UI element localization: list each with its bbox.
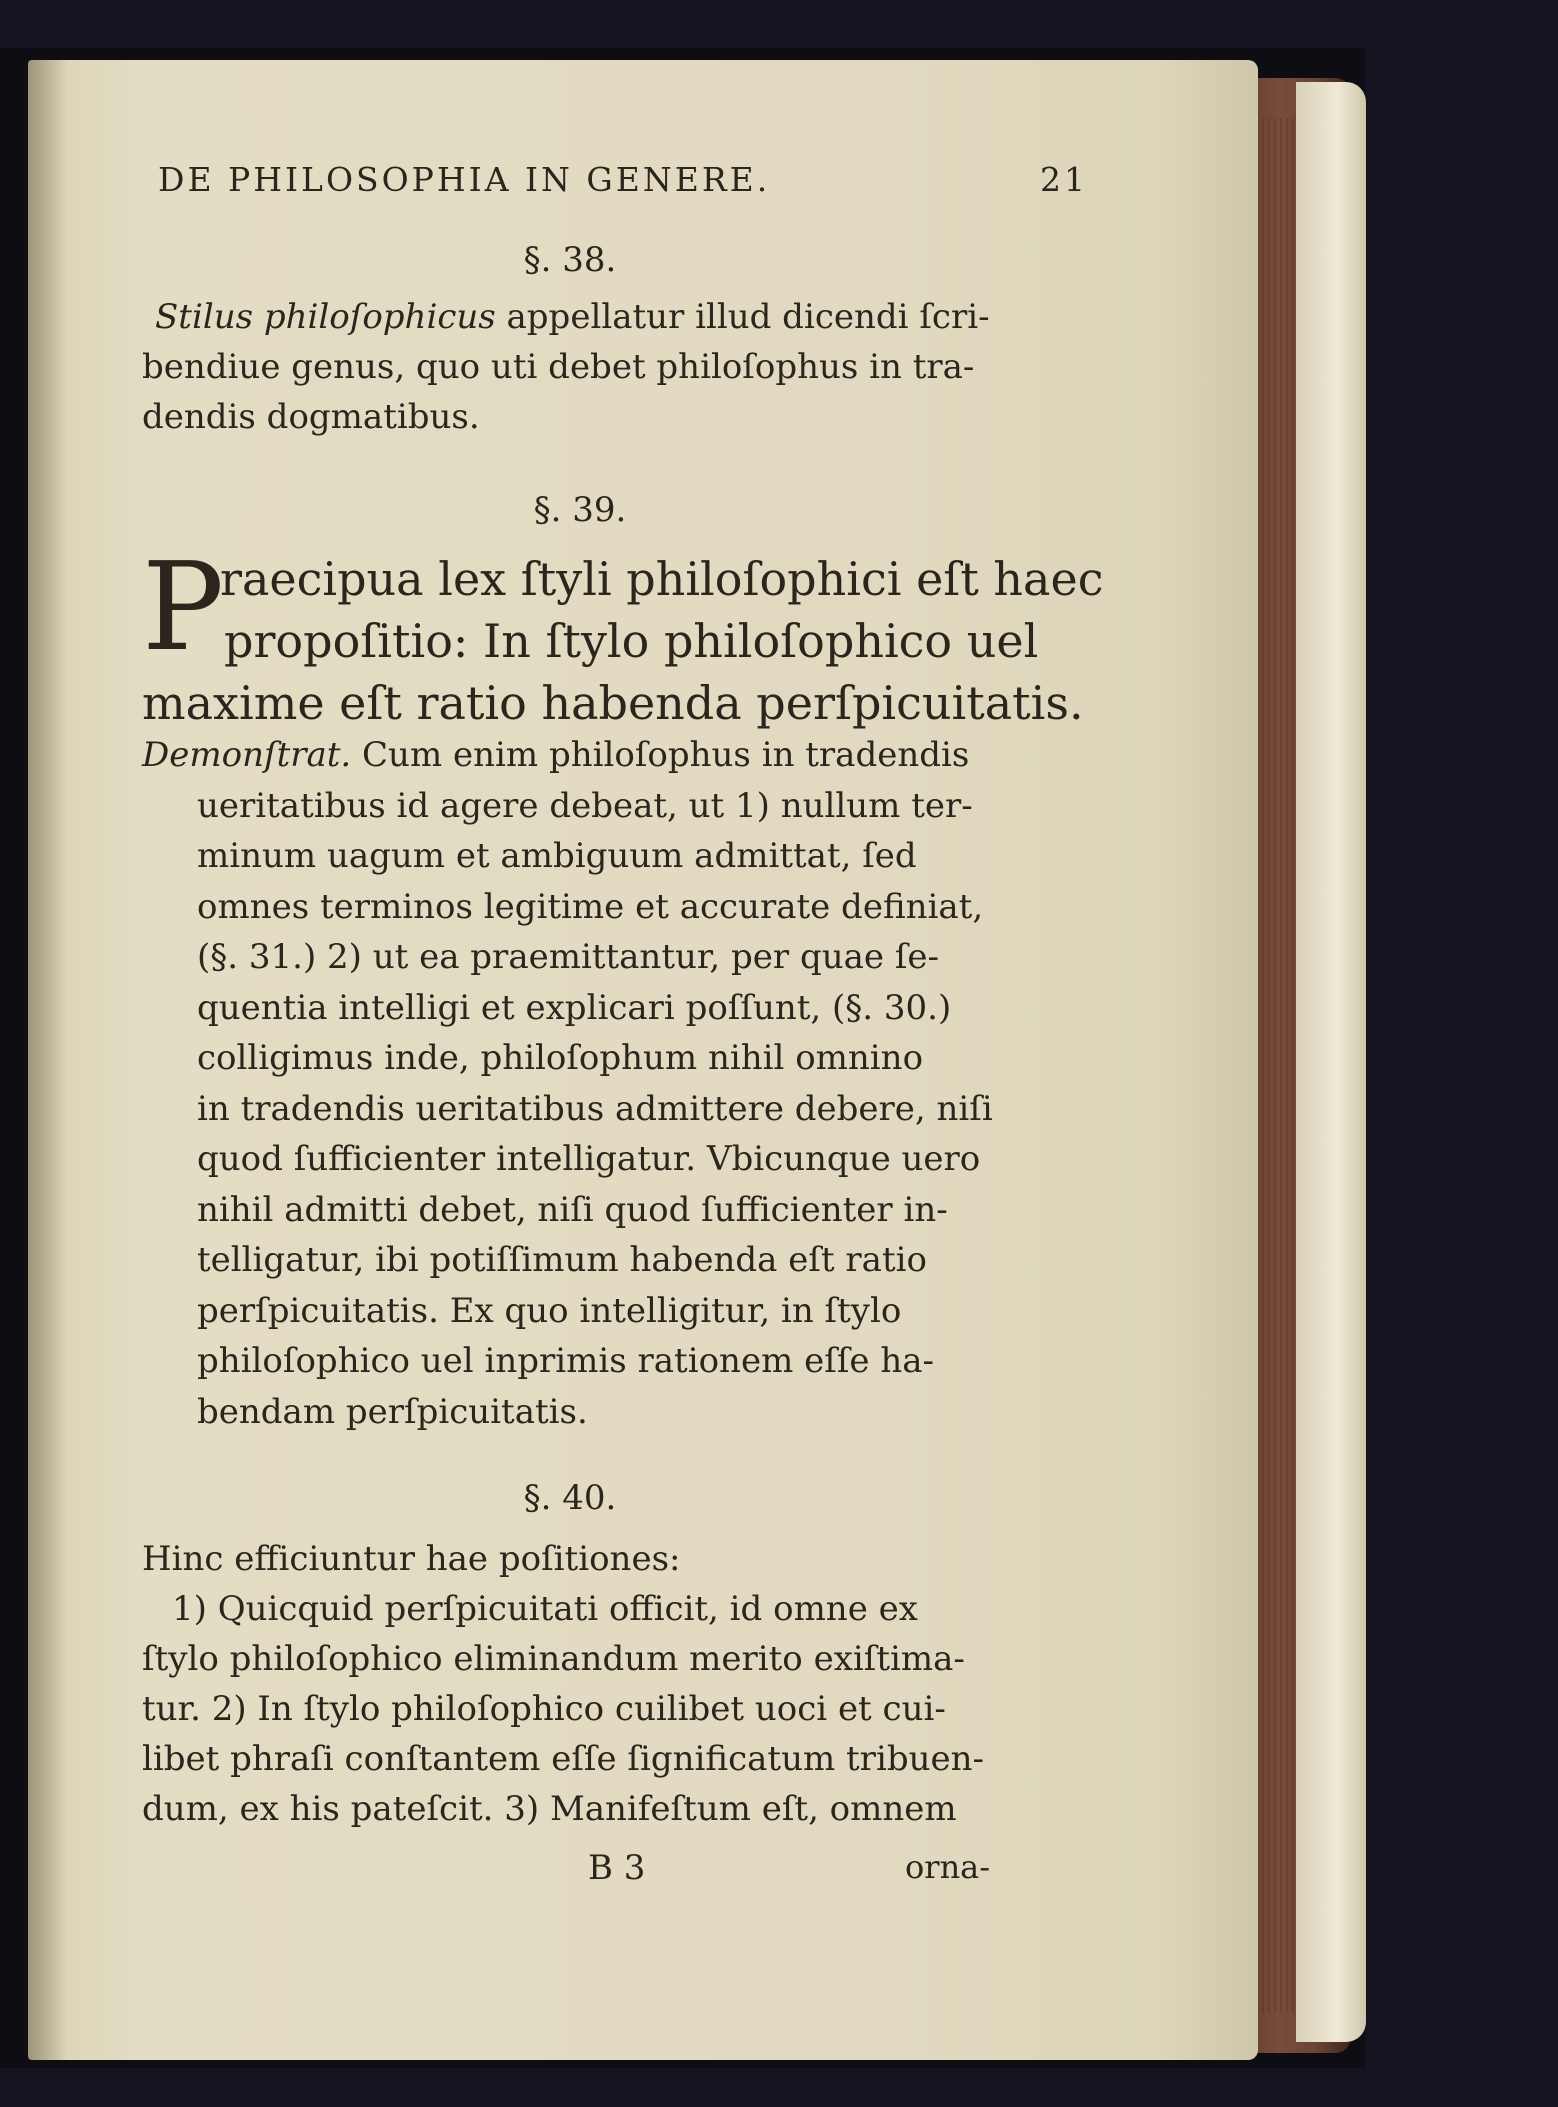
section-40-line: 1) Quicquid perſpicuitati officit, id omne ex bbox=[172, 1589, 918, 1629]
section-38-line: appellatur illud dicendi ſcri- bbox=[495, 297, 990, 337]
demonstration-line: Cum enim philoſophus in tradendis bbox=[351, 735, 970, 775]
section-40-line: Hinc efficiuntur hae poſitiones: bbox=[142, 1539, 681, 1579]
section-38-paragraph bbox=[142, 292, 990, 442]
demonstration-line: in tradendis ueritatibus admittere debere, niſi bbox=[197, 1088, 993, 1129]
demonstration-line: perſpicuitatis. Ex quo intelligitur, in ſtylo bbox=[197, 1290, 902, 1331]
demonstration-line: telligatur, ibi potiſſimum habenda eſt ratio bbox=[197, 1240, 927, 1280]
section-38-mark: §. 38. bbox=[523, 240, 617, 280]
demonstration-line: ueritatibus id agere debeat, ut 1) nullum ter- bbox=[197, 785, 973, 826]
demonstration-paragraph bbox=[142, 730, 993, 1437]
demonstration-label: Demonſtrat. bbox=[142, 735, 352, 775]
section-39-line: raecipua lex ſtyli philoſophici eſt haec bbox=[220, 552, 1104, 606]
running-header bbox=[158, 160, 1088, 199]
section-40-mark: §. 40. bbox=[523, 1478, 617, 1518]
demonstration-line: omnes terminos legitime et accurate definiat, bbox=[197, 886, 984, 927]
section-39-line: propoſitio: In ſtylo philoſophico uel bbox=[224, 614, 1039, 668]
signature-mark: B 3 bbox=[588, 1848, 646, 1888]
demonstration-line: quentia intelligi et explicari poſſunt, (§. 30.) bbox=[197, 987, 952, 1028]
section-40-line: ſtylo philoſophico eliminandum merito exiſtima- bbox=[142, 1639, 965, 1679]
running-title: DE PHILOSOPHIA IN GENERE. bbox=[158, 160, 771, 199]
section-38-line: dendis dogmatibus. bbox=[142, 397, 480, 437]
section-38-line: bendiue genus, quo uti debet philoſophus in tra- bbox=[142, 347, 975, 387]
drop-cap: P bbox=[142, 536, 225, 678]
term-stilus: Stilus philoſophicus bbox=[155, 297, 496, 337]
demonstration-line: bendam perſpicuitatis. bbox=[197, 1391, 588, 1432]
section-39-mark: §. 39. bbox=[533, 490, 627, 530]
section-40-paragraph bbox=[142, 1534, 984, 1834]
section-39-paragraph bbox=[142, 536, 1104, 734]
page-number: 21 bbox=[1040, 160, 1088, 199]
gutter-shadow bbox=[28, 60, 68, 2060]
catchword: orna- bbox=[905, 1848, 991, 1886]
demonstration-line: (§. 31.) 2) ut ea praemittantur, per quae ſe- bbox=[197, 937, 940, 977]
section-40-line: tur. 2) In ſtylo philoſophico cuilibet uoci et cui- bbox=[142, 1689, 946, 1729]
flyleaf-edge bbox=[1296, 82, 1366, 2042]
demonstration-line: minum uagum et ambiguum admittat, ſed bbox=[197, 836, 917, 876]
demonstration-line: colligimus inde, philoſophum nihil omnino bbox=[197, 1038, 924, 1078]
section-40-line: dum, ex his pateſcit. 3) Manifeſtum eſt, omnem bbox=[142, 1789, 957, 1829]
demonstration-line: philoſophico uel inprimis rationem eſſe ha- bbox=[197, 1341, 934, 1381]
demonstration-line: nihil admitti debet, niſi quod ſufficienter in- bbox=[197, 1189, 948, 1230]
demonstration-line: quod ſufficienter intelligatur. Vbicunque uero bbox=[197, 1139, 981, 1179]
section-40-line: libet phraſi conſtantem eſſe ſignificatum tribuen- bbox=[142, 1739, 984, 1779]
section-39-line: maxime eſt ratio habenda perſpicuitatis. bbox=[142, 676, 1084, 730]
